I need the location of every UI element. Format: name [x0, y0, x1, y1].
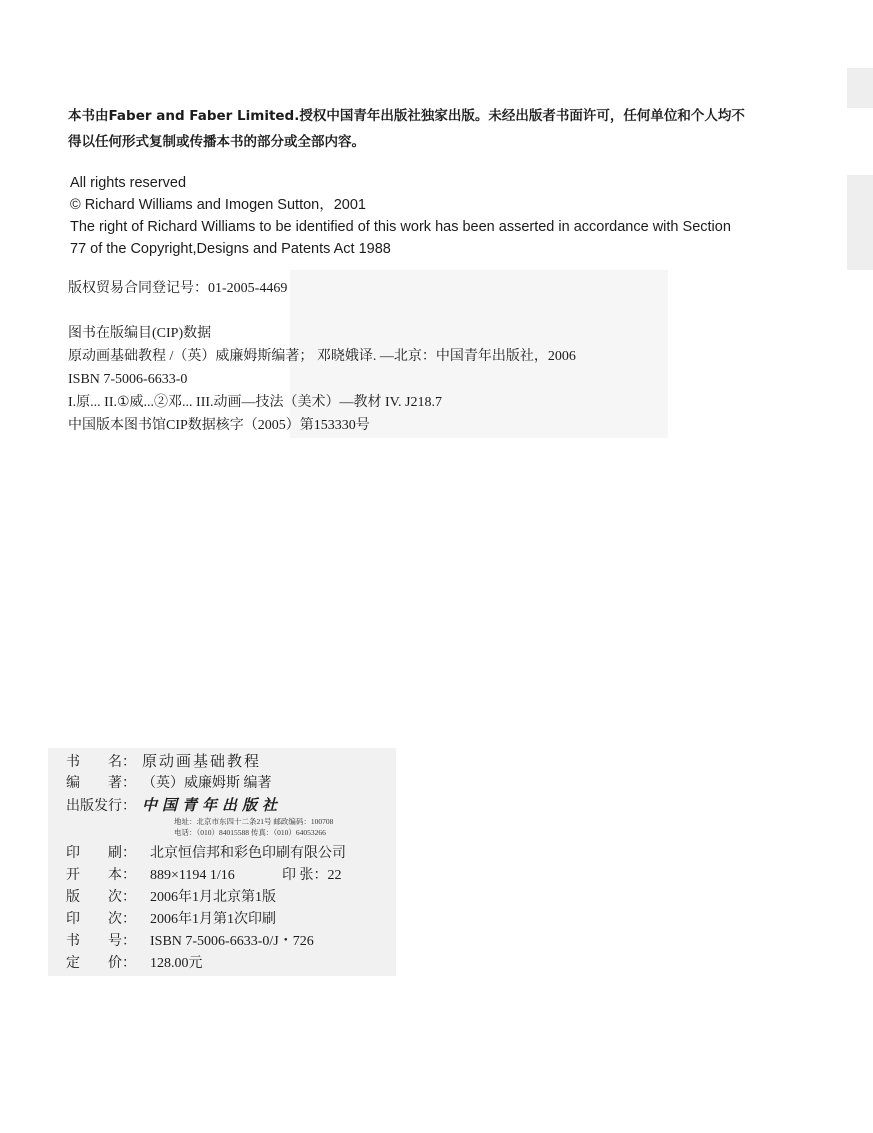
sheets-value: 22 — [327, 868, 342, 883]
publisher-address: 地址：北京市东四十二条21号 邮政编码：100708 — [174, 817, 334, 826]
cip-line-1: 原动画基础教程 /（英）威廉姆斯编著； 邓晓娥译. —北京：中国青年出版社，2006 — [68, 349, 576, 364]
scan-edge-middle — [847, 175, 873, 270]
registration-number: 版权贸易合同登记号：01-2005-4469 — [68, 281, 288, 296]
colophon-edition-row — [66, 886, 346, 908]
printing-label: 印 次： — [66, 912, 136, 927]
printer-label: 印 刷： — [66, 846, 136, 861]
colophon-printer-row — [66, 842, 346, 864]
colophon — [66, 750, 346, 974]
cip-line-2: ISBN 7-5006-6633-0 — [68, 372, 188, 387]
isbn-value: ISBN 7-5006-6633-0/J・726 — [150, 934, 314, 949]
colophon-price-row — [66, 952, 346, 974]
publisher-value: 中国青年出版社 — [142, 796, 283, 814]
format-label: 开 本： — [66, 868, 136, 883]
notice-line-2: 得以任何形式复制或传播本书的部分或全部内容。 — [68, 134, 365, 150]
cip-data — [68, 322, 576, 437]
rights-statement — [70, 172, 731, 260]
edition-label: 版 次： — [66, 890, 136, 905]
author-label: 编 著： — [66, 776, 136, 791]
colophon-isbn-row — [66, 930, 346, 952]
edition-value: 2006年1月北京第1版 — [150, 890, 276, 905]
colophon-title-row — [66, 750, 346, 772]
title-label: 书 名： — [66, 755, 136, 770]
copyright-notice-chinese — [68, 103, 798, 155]
printer-value: 北京恒信邦和彩色印刷有限公司 — [150, 846, 346, 861]
price-label: 定 价： — [66, 956, 136, 971]
colophon-author-row — [66, 772, 346, 794]
scan-edge-top — [847, 68, 873, 108]
cip-line-4: 中国版本图书馆CIP数据核字（2005）第153330号 — [68, 418, 370, 433]
colophon-format-row — [66, 864, 346, 886]
isbn-label: 书 号： — [66, 934, 136, 949]
sheets-label: 印 张： — [282, 868, 328, 883]
title-value: 原动画基础教程 — [142, 754, 262, 770]
publisher-phone: 电话：（010）84015588 传真：（010）64053266 — [174, 828, 326, 837]
colophon-publisher-row — [66, 794, 346, 816]
cip-line-3: I.原... II.①威...②邓... III.动画—技法（美术）—教材 IV. J218.7 — [68, 395, 442, 410]
cip-heading: 图书在版编目(CIP)数据 — [68, 326, 212, 341]
all-rights-reserved: All rights reserved — [70, 175, 187, 191]
price-value: 128.00元 — [150, 956, 203, 971]
format-value: 889×1194 1/16 — [150, 868, 235, 883]
publisher-label: 出版发行： — [66, 799, 136, 814]
printing-value: 2006年1月第1次印刷 — [150, 912, 276, 927]
copyright-line: © Richard Williams and Imogen Sutton，2001 — [70, 197, 366, 213]
moral-right-line-2: 77 of the Copyright,Designs and Patents Act 1988 — [70, 241, 391, 257]
moral-right-line-1: The right of Richard Williams to be identified of this work has been asserted in accordance with Section — [70, 219, 731, 235]
notice-line-1: 本书由Faber and Faber Limited.授权中国青年出版社独家出版。未经出版者书面许可，任何单位和个人均不 — [68, 108, 745, 124]
author-value: （英）威廉姆斯 编著 — [142, 776, 272, 791]
colophon-printing-row — [66, 908, 346, 930]
